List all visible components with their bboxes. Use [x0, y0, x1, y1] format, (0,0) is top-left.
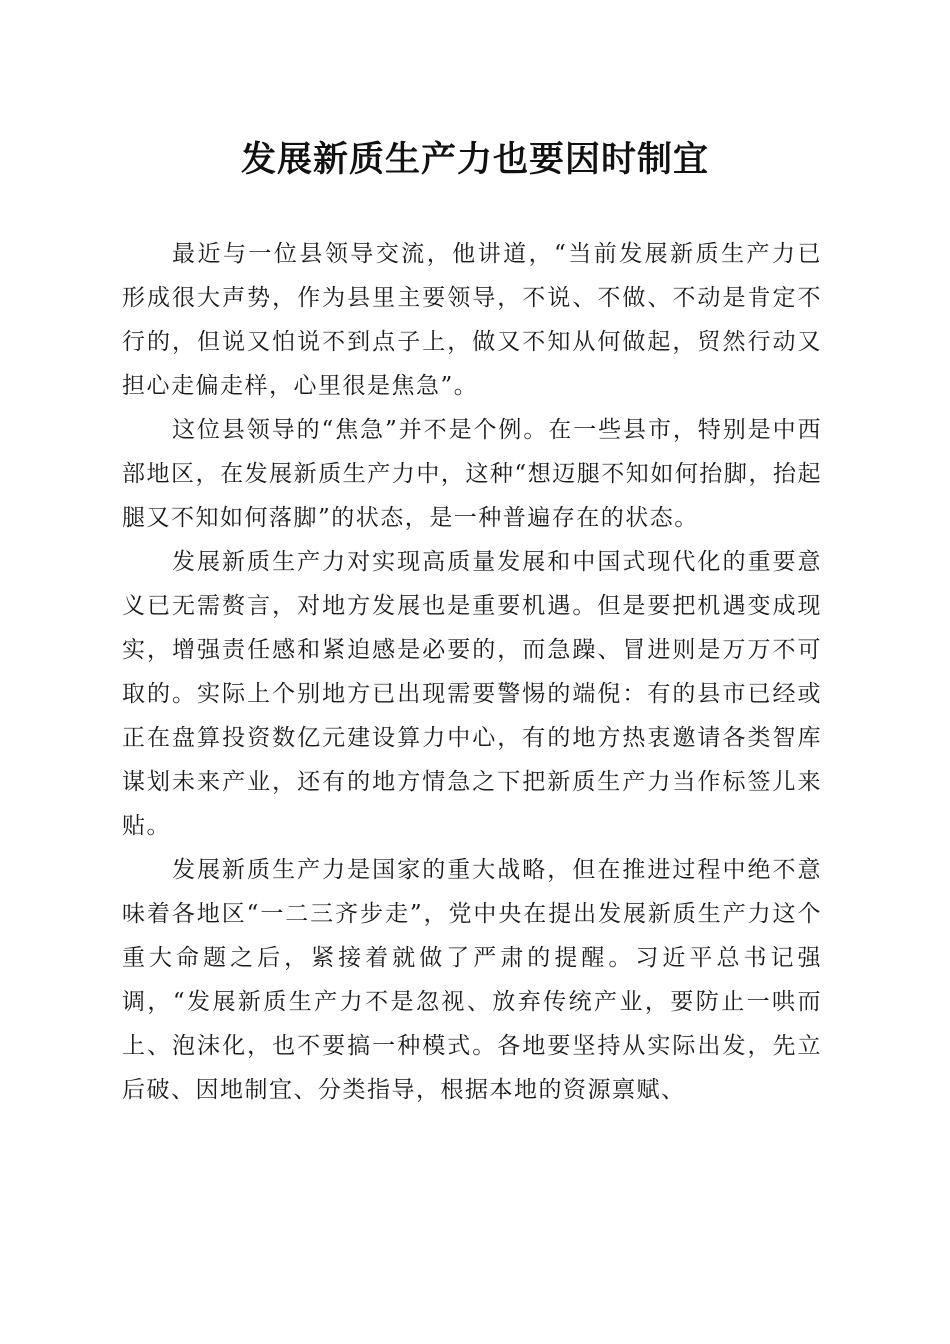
paragraph-4: 发展新质生产力是国家的重大战略，但在推进过程中绝不意味着各地区“一二三齐步走”，党中央在提出发展新质生产力这个重大命题之后，紧接着就做了严肃的提醒。习近平总书记强调，“发展新质生产力不是忽视、放弃传统产业，要防止一哄而上、泡沫化，也不要搞一种模式。各地要坚持从实际出发，先立后破、因地制宜、分类指导，根据本地的资源禀赋、 — [122, 857, 822, 1103]
paragraph-2: 这位县领导的“焦急”并不是个例。在一些县市，特别是中西部地区，在发展新质生产力中，这种“想迈腿不知如何抬脚，抬起腿又不知如何落脚”的状态，是一种普遍存在的状态。 — [122, 417, 822, 531]
paragraph-1: 最近与一位县领导交流，他讲道，“当前发展新质生产力已形成很大声势，作为县里主要领导，不说、不做、不动是肯定不行的，但说又怕说不到点子上，做又不知从何做起，贸然行动又担心走偏走样，心里很是焦急”。 — [122, 241, 822, 399]
document-body — [122, 232, 822, 1112]
paragraph-3: 发展新质生产力对实现高质量发展和中国式现代化的重要意义已无需赘言，对地方发展也是重要机遇。但是要把机遇变成现实，增强责任感和紧迫感是必要的，而急躁、冒进则是万万不可取的。实际上个别地方已出现需要警惕的端倪：有的县市已经或正在盘算投资数亿元建设算力中心，有的地方热衷邀请各类智库谋划未来产业，还有的地方情急之下把新质生产力当作标签儿来贴。 — [122, 549, 822, 839]
document-title: 发展新质生产力也要因时制宜 — [240, 139, 709, 180]
